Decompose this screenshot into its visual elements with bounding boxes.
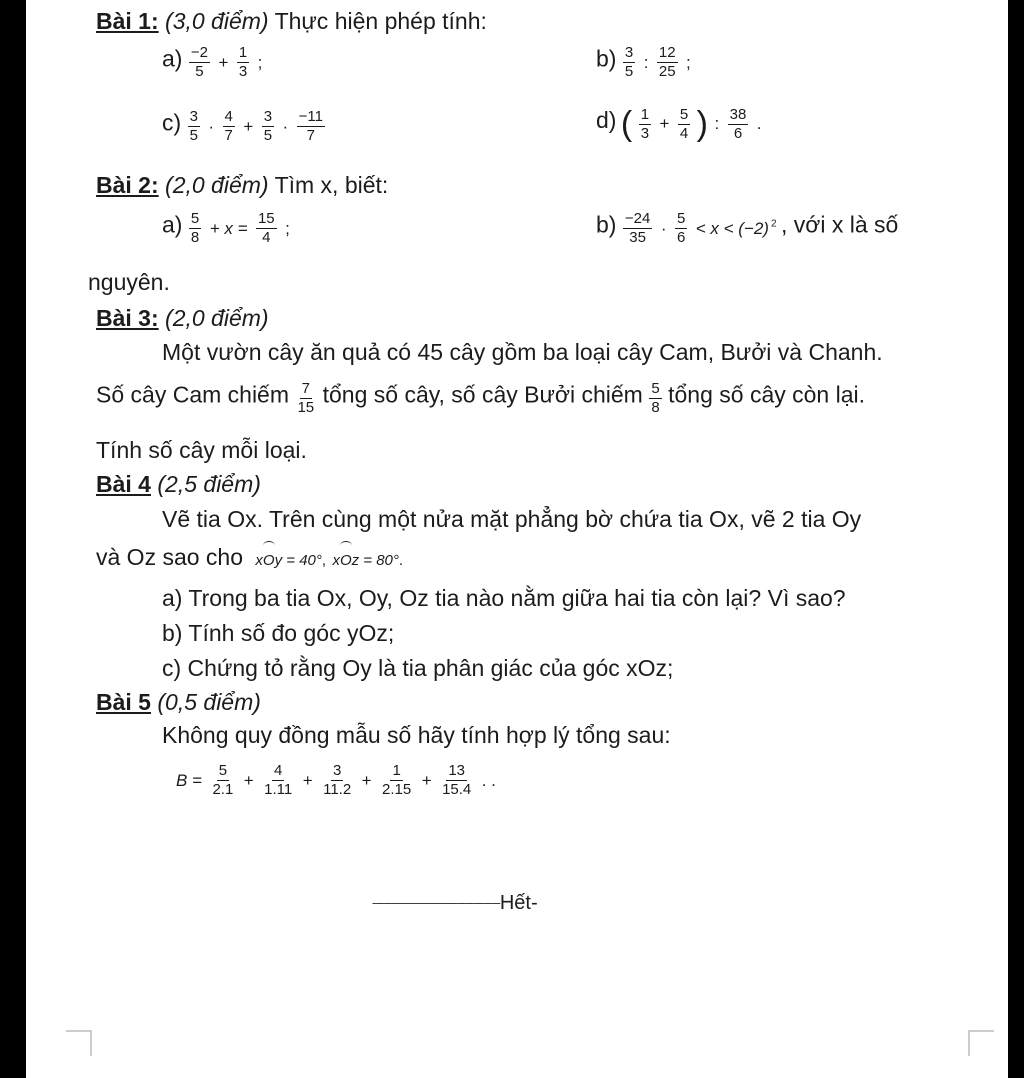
bai3-heading: [96, 304, 269, 332]
bai4-heading: [96, 470, 261, 498]
bai3-title: Bài 3:: [96, 305, 159, 331]
fraction: $\frac{3}{5}$: [263, 108, 273, 144]
fraction: $\frac{5}{6}$: [676, 210, 686, 246]
bai2-points: (2,0 điểm): [165, 172, 269, 198]
bai5-sum-expression: B = $\frac{5}{2.1}$ + $\frac{4}{1.11}$ + $\frac{3}{11.2}$ + $\frac{1}{2.15}$ + $\frac{13}{15.4}$ . .: [176, 762, 496, 798]
fraction: $\frac{15}{4}$: [257, 210, 275, 246]
angle-xoy: xOy = 40°: [255, 552, 321, 569]
bai1-instruction: Thực hiện phép tính:: [274, 8, 487, 34]
angle-xoz: xOz = 80°: [332, 552, 398, 569]
fraction: $\frac{3}{5}$: [624, 44, 634, 80]
fraction: $\frac{-2}{5}$: [190, 44, 209, 80]
right-black-border: [1008, 0, 1024, 1078]
bai4-points: (2,5 điểm): [157, 471, 261, 497]
page-corner-mark-right: [968, 1030, 994, 1056]
bai3-line1: Một vườn cây ăn quả có 45 cây gồm ba loại cây Cam, Bưởi và Chanh.: [162, 339, 883, 365]
bai1-a: a) $\frac{-2}{5}$ + $\frac{1}{3}$ ;: [162, 44, 263, 80]
page-corner-mark-left: [66, 1030, 92, 1056]
bai1-b: b) $\frac{3}{5}$ : $\frac{12}{25}$ ;: [596, 44, 691, 80]
bai4-question-c: c) Chứng tỏ rằng Oy là tia phân giác của góc xOz;: [162, 655, 674, 681]
fraction: $\frac{5}{4}$: [679, 105, 689, 142]
bai1-d: d) ( $\frac{1}{3}$ + $\frac{5}{4}$ ) : $\frac{38}{6}$ .: [596, 105, 762, 143]
bai1-c: c) $\frac{3}{5}$ · $\frac{4}{7}$ + $\frac{3}{5}$ · $\frac{-11}{7}$: [162, 108, 323, 144]
bai3-line2: Số cây Cam chiếm $\frac{7}{15}$ tổng số cây, số cây Bưởi chiếm $\frac{5}{8}$ tổng số cây còn lại.: [96, 380, 866, 416]
fraction: $\frac{4}{7}$: [224, 108, 233, 144]
fraction: $\frac{7}{15}$: [297, 380, 315, 416]
fraction: $\frac{13}{15.4}$: [442, 762, 472, 798]
exam-page: [26, 0, 1008, 1078]
footer-end: ------------------------------------------------Hết-: [372, 892, 538, 914]
bai1-heading: [96, 7, 487, 35]
fraction: $\frac{5}{8}$: [651, 380, 660, 416]
fraction: $\frac{5}{8}$: [190, 210, 200, 246]
bai4-question-a: a) Trong ba tia Ox, Oy, Oz tia nào nằm giữa hai tia còn lại? Vì sao?: [162, 585, 846, 611]
bai3-points: (2,0 điểm): [165, 305, 269, 331]
bai4-question-b: b) Tính số đo góc yOz;: [162, 620, 395, 646]
left-black-border: [0, 0, 26, 1078]
fraction: $\frac{4}{1.11}$: [264, 762, 293, 798]
fraction: $\frac{1}{3}$: [640, 105, 650, 142]
fraction: $\frac{5}{2.1}$: [212, 762, 234, 798]
bai2-b-continuation: nguyên.: [88, 269, 170, 295]
bai4-line1: Vẽ tia Ox. Trên cùng một nửa mặt phẳng bờ chứa tia Ox, vẽ 2 tia Oy: [162, 506, 862, 532]
fraction: $\frac{-11}{7}$: [298, 108, 323, 144]
bai2-a: a) $\frac{5}{8}$ + x = $\frac{15}{4}$ ;: [162, 210, 290, 246]
bai1-title: Bài 1:: [96, 8, 159, 34]
bai2-b: b) $\frac{-24}{35}$ · $\frac{5}{6}$ < x < (−2) $^2$ , với x là số: [596, 210, 899, 246]
bai4-title: Bài 4: [96, 471, 151, 497]
bai5-title: Bài 5: [96, 689, 151, 715]
bai2-instruction: Tìm x, biết:: [274, 172, 389, 198]
fraction: $\frac{3}{5}$: [189, 108, 198, 144]
fraction: $\frac{38}{6}$: [729, 105, 747, 142]
fraction: $\frac{-24}{35}$: [624, 210, 651, 246]
bai1-points: (3,0 điểm): [165, 8, 269, 34]
bai5-heading: [96, 688, 261, 716]
bai5-points: (0,5 điểm): [157, 689, 261, 715]
bai2-title: Bài 2:: [96, 172, 159, 198]
bai3-line3: Tính số cây mỗi loại.: [96, 437, 307, 463]
bai4-line2: và Oz sao cho xOy = 40°, xOz = 80°.: [96, 543, 403, 575]
bai5-line1: Không quy đồng mẫu số hãy tính hợp lý tổng sau:: [162, 722, 671, 748]
bai2-heading: [96, 171, 388, 199]
fraction: $\frac{1}{2.15}$: [382, 762, 412, 798]
fraction: $\frac{12}{25}$: [658, 44, 676, 80]
fraction: $\frac{1}{3}$: [238, 44, 248, 80]
fraction: $\frac{3}{11.2}$: [323, 762, 352, 798]
